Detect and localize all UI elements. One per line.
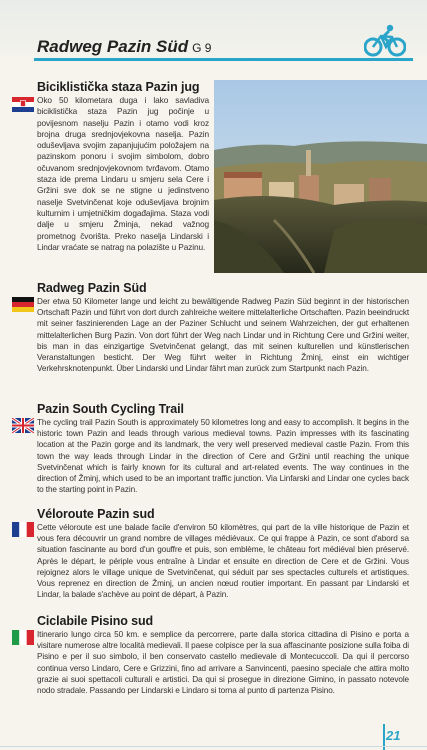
germany-flag-icon: [12, 297, 34, 312]
page-title: [37, 37, 211, 57]
france-flag-icon: [12, 522, 34, 537]
section-french: [37, 507, 409, 600]
section-croatian: [37, 80, 209, 253]
page-header: [0, 0, 427, 66]
croatia-flag-icon: [12, 97, 34, 112]
section-german: [37, 281, 409, 374]
section-title: Pazin South Cycling Trail: [37, 402, 184, 416]
footer-line: [0, 746, 427, 747]
section-body: Der etwa 50 Kilometer lange und leicht zu bewältigende Radweg Pazin Süd beginnt in der historischen Ortschaft Pazin und führt von dort durch zahlreiche weitere mittelalterliche Ortschaften. Pazin beeindruckt mit seiner faszinierenden Lage an der Paziner Schlucht und seinem Wahrzeichen, der gut erhaltenen mittelalterlichen Burg Pazin. Von dort führt der Weg nach Lindar und in Richtung Cere und Gržini weiter, bis man in das einzigartige Svetvinčenat gelangt, das mit seinen kulturellen und künstlerischen Veranstaltungen besticht. Der Weg führt weiter in Richtung Žminj, einst ein wichtiger Verkehrsknotenpunkt. Über Lindarski und Lindar fährt man zurück zum Startpunkt nach Pazin.: [37, 297, 409, 374]
section-body: Itinerario lungo circa 50 km. e semplice da percorrere, parte dalla storica cittadina di Pisino e porta a visitare numerose altre località medievali. Il paese colpisce per la sua affascinante posizione sulla foiba di Pisino e per il suo simbolo, il ben conservato castello medievale di Montecuccoli. Da qui il percorso continua verso Lindaro, Cere e Grizzini, fino ad arrivare a Sanvincenti, paesino speciale che attira molto grazie ai suoi spettacoli culturali e artistici. Da qui si prosegue in direzione Gimino, in passato notevole nodo stradale. Passando per Lindarski e Lindaro si torna al punto di partenza Pisino.: [37, 630, 409, 696]
cyclist-icon: [364, 24, 406, 57]
route-code: G 9: [192, 41, 212, 55]
header-rule: [34, 58, 413, 61]
section-title: Radweg Pazin Süd: [37, 281, 147, 295]
uk-flag-icon: [12, 418, 34, 433]
town-photo: [214, 80, 427, 273]
italy-flag-icon: [12, 630, 34, 645]
section-italian: [37, 614, 409, 696]
section-title: Ciclabile Pisino sud: [37, 614, 154, 628]
section-body: Oko 50 kilometara duga i lako savladiva biciklistička staza Pazin jug počinje u povijesnom naselju Pazin i otamo vodi kroz brojna druga srednjovjekovna naselja. Pazin oduševljava svojim zapanjujućim položajem na pazinskom ponoru i svojim simbolom, dobro očuvanom srednjovjekovnom tvrđavom. Otamo staza ide prema Lindaru u smjeru sela Cere i Gržini sve dok se ne stigne u jedinstveno naselje Svetvinčenat koje oduševljava brojnim kulturnim i umjetničkim događajima. Staza vodi dalje u smjeru Žminja, nekad važnog prometnog čvorišta. Preko naselja Lindarski i Lindar vraćate se natrag na polazište u Pazinu.: [37, 95, 209, 252]
section-english: [37, 402, 409, 495]
section-title: Véloroute Pazin sud: [37, 507, 155, 521]
section-title: Biciklistička staza Pazin jug: [37, 80, 200, 94]
page-number: 21: [386, 728, 401, 743]
title-text: Radweg Pazin Süd: [37, 37, 189, 56]
section-body: Cette véloroute est une balade facile d'environ 50 kilomètres, qui part de la ville historique de Pazin et vous fera découvrir un grand nombre de villages médiévaux. Ce qui frappe à Pazin, ce sont d'abord sa situation fascinante au bord d'un gouffre et puis, son emblème, le château fort médiéval bien préservé. Après le départ, le périple vous entraîne à Lindar et ensuite en direction de Cere et de Gržini. Vous rejoignez alors le village unique de Svetvinčenat, qui séduit par ses spectacles culturels et artistiques. Vous reprenez en direction de Žminj, un ancien nœud routier important. En passant par Lindarski et Lindar, la balade s'achève au point de départ, à Pazin.: [37, 523, 409, 600]
section-body: The cycling trail Pazin South is approximately 50 kilometres long and easy to accomplish. It begins in the historic town Pazin and leads through various medieval towns. Pazin impresses with its fascinating location at the Pazin gorge and its landmark, the very well preserved medieval castle Pazin. From this town the way leads through Lindar in the direction of Cere and Gržini until reaching the unique Svetvinčenat which is fairly known for its cultural and art-related events. The way continues in the direction of Žminj, which used to be an important traffic junction. Via Linfarski and Lindar one cycles back to the starting point in Pazin.: [37, 418, 409, 495]
